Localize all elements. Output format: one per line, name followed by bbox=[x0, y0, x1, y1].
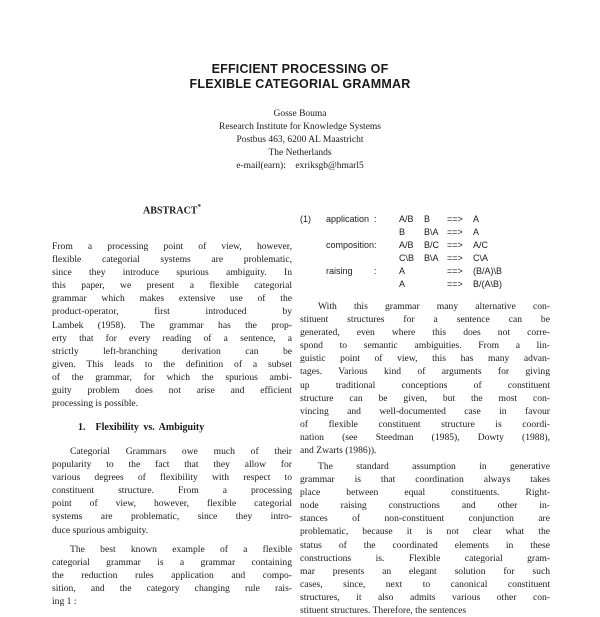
abstract-heading bbox=[52, 203, 292, 216]
rule-right-category: B\A bbox=[424, 253, 439, 263]
rule-result: C\A bbox=[473, 253, 489, 263]
section-1-paragraph-1 bbox=[52, 445, 292, 537]
right-column-line: With this grammar many alternative con- bbox=[318, 301, 550, 312]
right-column-line: guistic point of view, this has many advan- bbox=[300, 353, 550, 365]
abstract-line: strictly left-branching derivation can be bbox=[52, 345, 292, 357]
right-column-line: up traditional conceptions of constituent bbox=[300, 379, 550, 391]
abstract-line: From a processing point of view, however, bbox=[52, 241, 292, 252]
right-column-line: status of the coordinated elements in these bbox=[300, 539, 550, 551]
section-1-line: various degrees of flexibility with respect to bbox=[52, 472, 292, 484]
section-1-number: 1. bbox=[78, 422, 86, 433]
rule-right-category: B\A bbox=[424, 227, 439, 237]
abstract-line: of the grammar, for which the spurious ambi- bbox=[52, 371, 292, 383]
rule-name: application bbox=[326, 214, 370, 224]
rules-display bbox=[300, 214, 560, 292]
right-column-line: vincing and well-documented case in favour bbox=[300, 405, 550, 417]
rule-arrow: ==> bbox=[447, 214, 463, 224]
abstract-line: processing is possible. bbox=[52, 398, 139, 410]
right-column-line: generated, even where this does not corre- bbox=[300, 327, 550, 339]
rule-row bbox=[300, 253, 560, 266]
author-country: The Netherlands bbox=[268, 148, 332, 158]
section-1-line: The best known example of a flexible bbox=[70, 544, 292, 555]
rule-right-category: B/C bbox=[424, 240, 440, 250]
right-column-line: stituent structures for a sentence can be bbox=[300, 314, 550, 326]
rule-left-category: A bbox=[399, 279, 406, 289]
section-1-line: constituent structure. From a processing bbox=[52, 485, 292, 497]
author-address: Postbus 463, 6200 AL Maastricht bbox=[236, 135, 364, 145]
right-column-line: constructions is. Flexible categorial gram- bbox=[300, 552, 550, 564]
right-column-line: node raising constructions and other in- bbox=[300, 500, 550, 512]
section-1-paragraph-2 bbox=[52, 543, 292, 608]
right-paragraph-2 bbox=[300, 460, 550, 617]
right-column-line: problematic, because it is not clear what the bbox=[300, 526, 550, 538]
right-column-line: mar presents an elegant solution for such bbox=[300, 565, 550, 577]
rule-arrow: ==> bbox=[447, 266, 463, 276]
right-column-line: nation (see Steedman (1985), Dowty (1988), bbox=[300, 431, 550, 443]
rule-row bbox=[300, 279, 560, 292]
rule-row bbox=[300, 240, 560, 253]
section-1-line: categorial grammar is a grammar containing bbox=[52, 557, 292, 569]
right-column-line: spond to semantic ambiguities. From a lin- bbox=[300, 340, 550, 352]
abstract-line: Lambek (1958). The grammar has the prop- bbox=[52, 319, 292, 331]
abstract-heading-text: ABSTRACT bbox=[143, 205, 198, 217]
rule-arrow: ==> bbox=[447, 279, 463, 289]
abstract-line: given. This leads to the definition of a subset bbox=[52, 358, 292, 370]
rule-arrow: ==> bbox=[447, 240, 463, 250]
author-name: Gosse Bouma bbox=[273, 109, 327, 119]
rule-left-category: A/B bbox=[399, 214, 414, 224]
abstract-line: product-operator, first introduced by bbox=[52, 306, 292, 318]
author-email: e-mail(earn): exriksgb@hmarl5 bbox=[236, 161, 364, 171]
right-column-line: and Zwarts (1986)). bbox=[300, 445, 377, 457]
right-column-line: tages. Various kind of arguments for giving bbox=[300, 366, 550, 378]
title-line-1: EFFICIENT PROCESSING OF bbox=[211, 62, 389, 76]
abstract-body bbox=[52, 240, 292, 410]
rule-right-category: B bbox=[424, 214, 431, 224]
section-1-heading bbox=[78, 422, 204, 433]
abstract-line: since they introduce spurious ambiguity. In bbox=[52, 267, 292, 279]
rule-row bbox=[300, 214, 560, 227]
rule-result: (B/A)\B bbox=[473, 266, 503, 276]
rule-result: A bbox=[473, 227, 480, 237]
rule-arrow: ==> bbox=[447, 227, 463, 237]
section-1-line: duce spurious ambiguity. bbox=[52, 524, 149, 536]
abstract-line: erty that for every reading of a sentence, a bbox=[52, 332, 292, 344]
right-column-line: cases, since, next to canonical constituent bbox=[300, 578, 550, 590]
section-1-line: sition, and the category changing rule rais- bbox=[52, 583, 292, 595]
abstract-line: grammar which makes extensive use of the bbox=[52, 293, 292, 305]
right-column-line: The standard assumption in generative bbox=[318, 461, 550, 472]
rule-name: composition bbox=[326, 240, 375, 250]
title-line-2: FLEXIBLE CATEGORIAL GRAMMAR bbox=[189, 77, 411, 91]
section-1-line: the reduction rules application and compo- bbox=[52, 570, 292, 582]
right-column-line: of flexible constituent structure is coordi- bbox=[300, 418, 550, 430]
rule-left-category: A bbox=[399, 266, 406, 276]
right-column-line: structures, it also admits various other con- bbox=[300, 591, 550, 603]
section-1-line: systems are problematic, since they intro- bbox=[52, 511, 292, 523]
rule-row bbox=[300, 266, 560, 279]
rule-colon: : bbox=[374, 266, 377, 276]
rule-row bbox=[300, 227, 560, 240]
right-column-line: stances of non-constituent conjunction are bbox=[300, 513, 550, 525]
rule-arrow: ==> bbox=[447, 253, 463, 263]
section-1-line: popularity to the fact that they allow for bbox=[52, 459, 292, 471]
rule-result: A/C bbox=[473, 240, 489, 250]
section-1-line: point of view, however, flexible categorial bbox=[52, 498, 292, 510]
rule-left-category: B bbox=[399, 227, 406, 237]
right-column-line: stituent structures. Therefore, the sentences bbox=[300, 605, 467, 617]
paper-title bbox=[0, 62, 600, 92]
section-1-line: ing 1 : bbox=[52, 596, 77, 608]
rule-number: (1) bbox=[300, 214, 311, 224]
author-affiliation: Research Institute for Knowledge Systems bbox=[219, 122, 381, 132]
section-1-title: Flexibility vs. Ambiguity bbox=[95, 422, 205, 433]
rule-colon: : bbox=[374, 214, 377, 224]
rule-left-category: C\B bbox=[399, 253, 415, 263]
right-column-line: structure can be given, but the most con- bbox=[300, 392, 550, 404]
rule-left-category: A/B bbox=[399, 240, 414, 250]
right-paragraph-1 bbox=[300, 300, 550, 457]
right-column-line: place between equal constituents. Right- bbox=[300, 487, 550, 499]
abstract-line: flexible categorial systems are problematic, bbox=[52, 254, 292, 266]
abstract-line: guity problem does not arise and efficient bbox=[52, 385, 292, 397]
abstract-line: this paper, we present a flexible categorial bbox=[52, 280, 292, 292]
abstract-footnote-mark: * bbox=[197, 203, 201, 211]
rule-result: A bbox=[473, 214, 480, 224]
author-block bbox=[0, 108, 600, 173]
right-column-line: grammar is that coordination always takes bbox=[300, 474, 550, 486]
section-1-line: Categorial Grammars owe much of their bbox=[70, 446, 292, 457]
rule-result: B/(A\B) bbox=[473, 279, 503, 289]
rule-colon: : bbox=[374, 240, 377, 250]
rule-name: raising bbox=[326, 266, 353, 276]
